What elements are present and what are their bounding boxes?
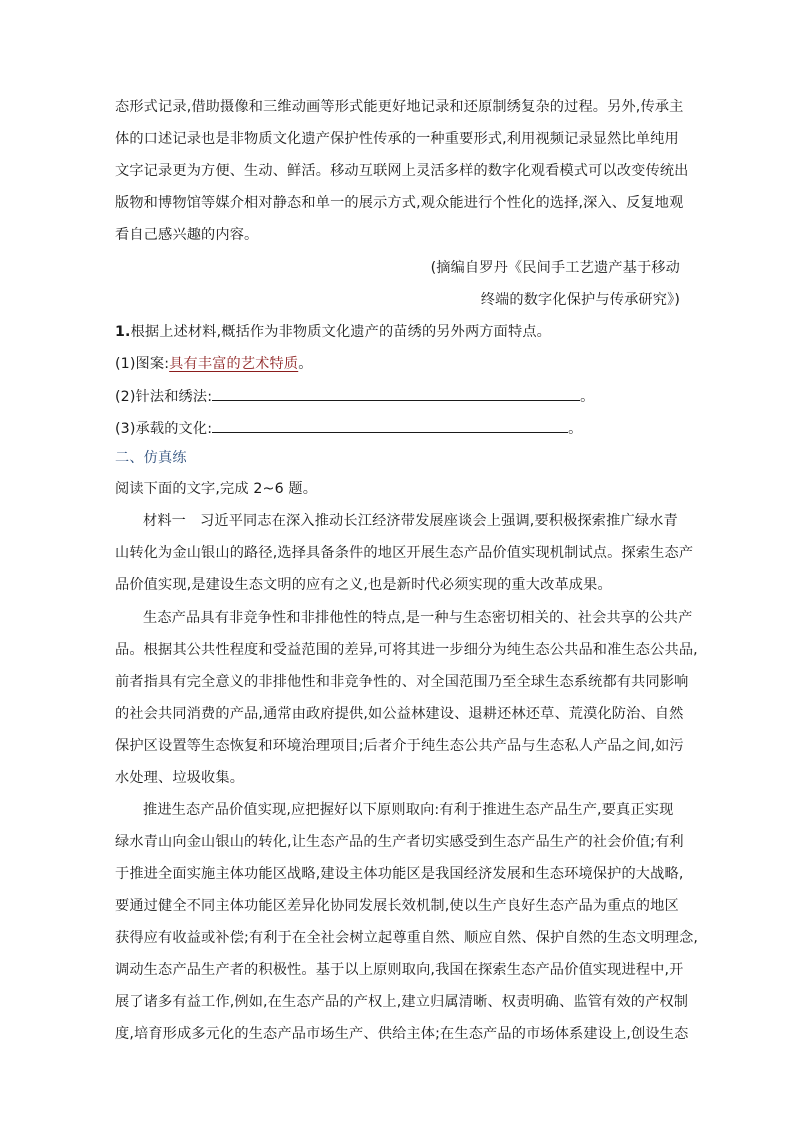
paragraph-2-line: 生态产品具有非竞争性和非排他性的特点,是一种与生态密切相关的、社会共享的公共产: [143, 610, 693, 626]
paragraph-3-line: 调动生态产品生产者的积极性。基于以上原则取向,我国在探索生态产品价值实现进程中,开: [115, 962, 684, 978]
answer-blank[interactable]: [212, 386, 580, 401]
question-item-2: [115, 386, 595, 407]
answer-blank[interactable]: [212, 418, 568, 433]
paragraph-3-line: 推进生态产品价值实现,应把握好以下原则取向:有利于推进生态产品生产,要真正实现: [143, 802, 674, 818]
paragraph-2-line: 水处理、垃圾收集。: [115, 770, 245, 786]
paragraph-3-line: 要通过健全不同主体功能区差异化协同发展长效机制,使以生产良好生态产品为重点的地区: [115, 898, 679, 914]
paragraph-2-line: 保护区设置等生态恢复和环境治理项目;后者介于纯生态公共产品与生态私人产品之间,如污: [115, 738, 684, 754]
paragraph-3-line: 展了诸多有益工作,例如,在生态产品的产权上,建立归属清晰、权责明确、监管有效的产权制: [115, 994, 689, 1010]
paragraph-3-line: 度,培育形成多元化的生态产品市场生产、供给主体;在生态产品的市场体系建设上,创设生态: [115, 1026, 689, 1042]
item-label: (2)针法和绣法:: [115, 389, 213, 405]
question-item-1: [115, 354, 313, 374]
paragraph-2-line: 品。根据其公共性程度和受益范围的差异,可将其进一步细分为纯生态公共品和准生态公共品,: [115, 642, 698, 658]
item-answer: 具有丰富的艺术特质: [169, 356, 299, 372]
material-1-line: 山转化为金山银山的路径,选择具备条件的地区开展生态产品价值实现机制试点。探索生态产: [115, 545, 694, 561]
citation-line: 终端的数字化保护与传承研究》): [480, 292, 680, 308]
passage-line: 文字记录更为方便、生动、鲜活。移动互联网上灵活多样的数字化观看模式可以改变传统出: [115, 163, 689, 179]
question-item-3: [115, 418, 583, 439]
material-1-line: 品价值实现,是建设生态文明的应有之义,也是新时代必须实现的重大改革成果。: [115, 577, 612, 593]
paragraph-3-line: 获得应有收益或补偿;有利于在全社会树立起尊重自然、顺应自然、保护自然的生态文明理念,: [115, 930, 699, 946]
passage-line: 版物和博物馆等媒介相对静态和单一的展示方式,观众能进行个性化的选择,深入、反复地观: [115, 195, 684, 211]
item-end: 。: [568, 421, 583, 437]
material-1-first-line: [143, 511, 678, 531]
paragraph-2-line: 的社会共同消费的产品,通常由政府提供,如公益林建设、退耕还林还草、荒漠化防治、自然: [115, 706, 684, 722]
paragraph-2-line: 前者指具有完全意义的非排他性和非竞争性的、对全国范围乃至全球生态系统都有共同影响: [115, 674, 689, 690]
passage-line: 看自己感兴趣的内容。: [115, 227, 259, 243]
item-end: 。: [580, 389, 595, 405]
material-label: 材料一: [143, 513, 187, 529]
section-instruction: 阅读下面的文字,完成 2~6 题。: [115, 481, 318, 497]
material-text: 习近平同志在深入推动长江经济带发展座谈会上强调,要积极探索推广绿水青: [200, 513, 678, 529]
item-end: 。: [298, 356, 313, 372]
item-label: (1)图案:: [115, 356, 170, 372]
passage-line: 体的口述记录也是非物质文化遗产保护性传承的一种重要形式,利用视频记录显然比单纯用: [115, 131, 679, 147]
item-label: (3)承载的文化:: [115, 421, 213, 437]
question-1: [115, 322, 551, 342]
question-text: 根据上述材料,概括作为非物质文化遗产的苗绣的另外两方面特点。: [130, 324, 552, 340]
passage-line: 态形式记录,借助摄像和三维动画等形式能更好地记录和还原制绣复杂的过程。另外,传承主: [115, 99, 684, 115]
paragraph-3-line: 于推进全面实施主体功能区战略,建设主体功能区是我国经济发展和生态环境保护的大战略,: [115, 866, 684, 882]
paragraph-3-line: 绿水青山向金山银山的转化,让生态产品的生产者切实感受到生态产品生产的社会价值;有利: [115, 834, 684, 850]
section-heading: 二、仿真练: [115, 450, 187, 466]
citation-line: (摘编自罗丹《民间手工艺遗产基于移动: [430, 260, 680, 276]
question-number: 1.: [115, 324, 131, 340]
